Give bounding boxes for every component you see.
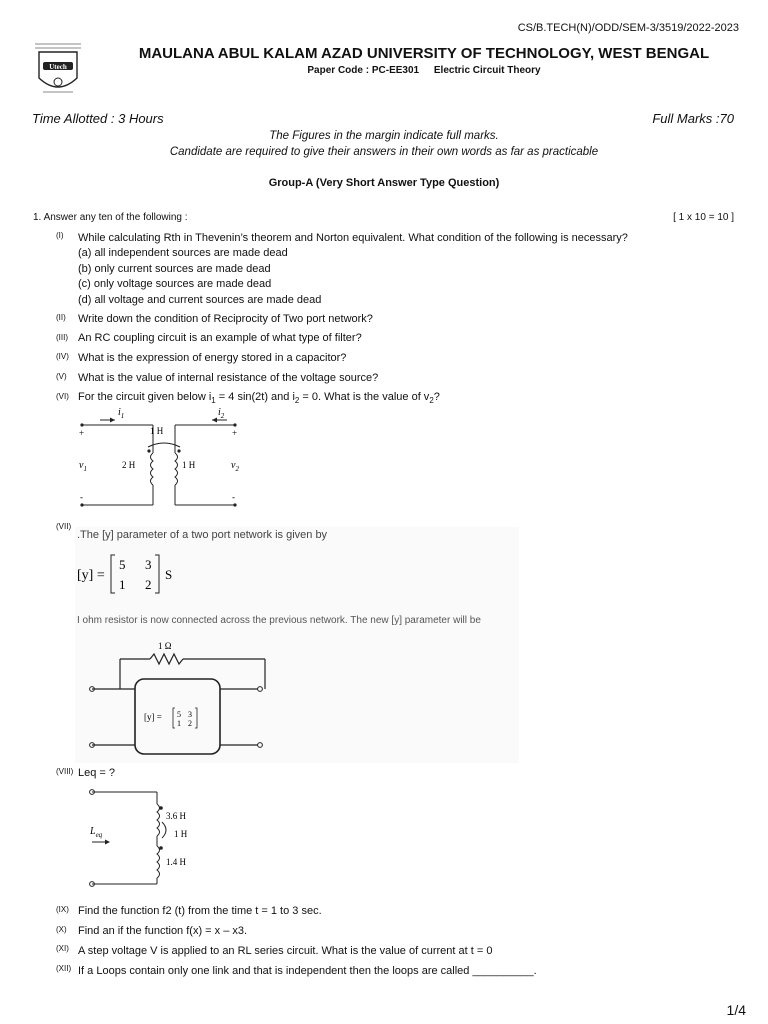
- subject-name: Electric Circuit Theory: [433, 65, 541, 76]
- svg-text:[y] =: [y] =: [77, 568, 105, 583]
- question-text: Write down the condition of Reciprocity of Two port network?: [78, 313, 373, 325]
- question-number: (III): [56, 333, 68, 342]
- question-number: (IV): [56, 352, 69, 361]
- svg-text:5: 5: [119, 557, 126, 572]
- option-d: (d) all voltage and current sources are made dead: [78, 293, 322, 306]
- question-number: (XI): [56, 944, 69, 953]
- option-a: (a) all independent sources are made dead: [78, 247, 288, 260]
- instruction-line-1: The Figures in the margin indicate full marks.: [269, 130, 499, 142]
- svg-text:-: -: [80, 492, 83, 502]
- svg-text:-: -: [232, 492, 235, 502]
- svg-text:2: 2: [188, 719, 192, 728]
- question-number: (VII): [56, 522, 72, 531]
- svg-text:1 H: 1 H: [150, 426, 164, 436]
- question-1-marks: [ 1 x 10 = 10 ]: [673, 212, 734, 223]
- question-text: If a Loops contain only one link and that is independent then the loops are called __________.: [78, 965, 537, 977]
- series-coupled-inductors: [82, 786, 222, 891]
- svg-text:Leq: $L_{eq}$: [90, 826, 103, 839]
- svg-text:v2: $v_2$: [231, 460, 239, 473]
- question-text: What is the expression of energy stored in a capacitor?: [78, 352, 347, 364]
- question-text: An RC coupling circuit is an example of what type of filter?: [78, 332, 362, 344]
- svg-text:+: +: [232, 428, 238, 438]
- question-number: (X): [56, 925, 67, 934]
- svg-text:5: 5: [177, 710, 181, 719]
- question-text: For the circuit given below $i_1 = 4$ sin(2t) and $i_2 = 0$. What is the value of $v_2$?: [78, 391, 440, 406]
- paper-series-code: CS/B.TECH(N)/ODD/SEM-3/3519/2022-2023: [517, 22, 739, 34]
- question-text-2: I ohm resistor is now connected across the previous network. The new [y] parameter will be: [77, 615, 481, 626]
- question-text: [78, 231, 628, 308]
- svg-text:v1: $v_1$: [79, 460, 87, 473]
- paper-code: Paper Code : PC-EE301: [307, 65, 420, 76]
- svg-text:S: S: [165, 567, 173, 582]
- question-text: .The [y] parameter of a two port network is given by: [77, 529, 328, 541]
- question-text: What is the value of internal resistance of the voltage source?: [78, 372, 379, 384]
- svg-text:2 H: 2 H: [122, 460, 136, 470]
- svg-text:1.4 H: 1.4 H: [166, 857, 186, 867]
- svg-text:[y] =: [y] =: [144, 712, 162, 722]
- question-text: A step voltage V is applied to an RL series circuit. What is the value of current at t = 0: [78, 945, 493, 957]
- svg-text:1 Ω: 1 Ω: [158, 641, 172, 651]
- svg-text:i2: $i_2$: [218, 407, 225, 420]
- svg-text:1: 1: [119, 577, 126, 592]
- svg-text:3.6 H: 3.6 H: [166, 811, 186, 821]
- question-stem: While calculating Rth in Thevenin’s theorem and Norton equivalent. What condition of the following is necessary?: [78, 232, 628, 244]
- question-number: (XII): [56, 964, 72, 973]
- coupled-inductor-circuit: [70, 405, 250, 510]
- question-number: (V): [56, 372, 67, 381]
- svg-text:2: 2: [145, 577, 152, 592]
- svg-text:i1: $i_1$: [118, 407, 125, 420]
- two-port-resistor-circuit: [80, 637, 280, 757]
- university-logo: [27, 38, 89, 100]
- svg-text:1: 1: [177, 719, 181, 728]
- question-1-label: 1. Answer any ten of the following :: [33, 212, 188, 223]
- question-number: (VI): [56, 392, 69, 401]
- question-text: Leq = ?: [78, 767, 116, 779]
- page-number: 1/4: [726, 1002, 746, 1018]
- university-name: MAULANA ABUL KALAM AZAD UNIVERSITY OF TECHNOLOGY, WEST BENGAL: [138, 45, 710, 62]
- question-number: (II): [56, 313, 66, 322]
- y-matrix: [75, 547, 195, 599]
- svg-text:1 H: 1 H: [182, 460, 196, 470]
- time-allotted: Time Allotted : 3 Hours: [32, 111, 164, 126]
- question-number: (I): [56, 231, 64, 240]
- svg-text:3: 3: [145, 557, 152, 572]
- question-number: (IX): [56, 905, 69, 914]
- paper-line: [120, 65, 728, 76]
- logo-text: Utech: [49, 63, 67, 71]
- full-marks: Full Marks :70: [652, 111, 734, 126]
- question-number: (VIII): [56, 767, 74, 776]
- question-text: Find an if the function f(x) = x – x3.: [78, 925, 248, 937]
- svg-text:1 H: 1 H: [174, 829, 188, 839]
- option-b: (b) only current sources are made dead: [78, 262, 271, 275]
- svg-text:+: +: [79, 428, 85, 438]
- two-port-figure: [75, 527, 519, 763]
- instruction-line-2: Candidate are required to give their answers in their own words as far as practicable: [169, 146, 599, 158]
- svg-text:3: 3: [188, 710, 192, 719]
- question-text: Find the function f2 (t) from the time t = 1 to 3 sec.: [78, 905, 322, 917]
- option-c: (c) only voltage sources are made dead: [78, 278, 272, 291]
- group-heading: Group-A (Very Short Answer Type Question): [268, 177, 500, 189]
